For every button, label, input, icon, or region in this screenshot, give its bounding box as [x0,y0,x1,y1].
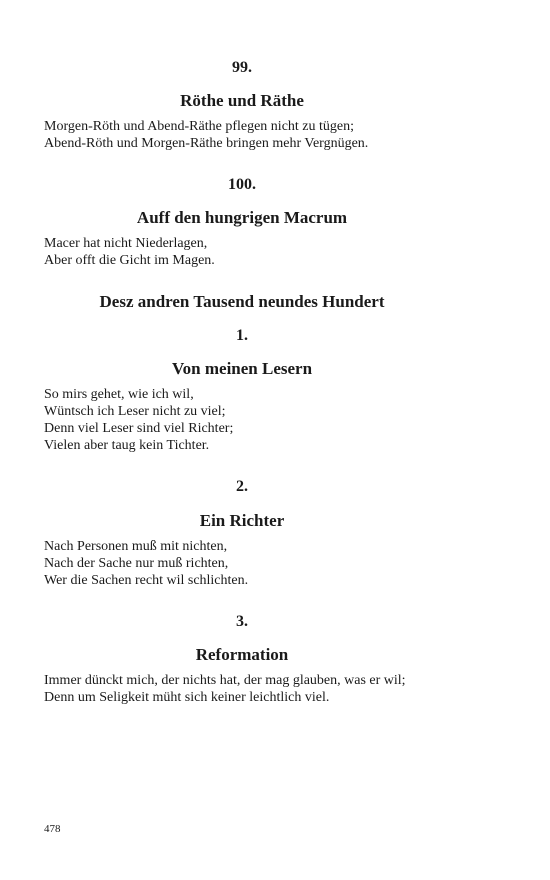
verse-line: So mirs gehet, wie ich wil, [44,387,194,402]
epigram-number: 3. [236,613,248,630]
epigram-title: Von meinen Lesern [171,359,313,378]
epigram-text [44,235,440,269]
verse-line: Denn viel Leser sind viel Richter; [44,421,234,436]
verse-line: Wüntsch ich Leser nicht zu viel; [44,404,226,419]
epigram-text [44,672,440,706]
verse-line: Nach Personen muß mit nichten, [44,539,228,554]
verse-line: Macer hat nicht Niederlagen, [44,236,208,251]
epigram-title: Auff den hungrigen Macrum [136,208,348,227]
verse-line: Aber offt die Gicht im Magen. [44,253,215,268]
verse-line: Vielen aber taug kein Tichter. [44,438,210,453]
epigram-title: Ein Richter [199,511,285,530]
epigram-title: Reformation [195,645,289,664]
epigram-text [44,538,440,589]
section-heading: Desz andren Tausend neundes Hundert [99,292,385,311]
epigram-text [44,386,440,454]
epigram-number: 100. [228,176,256,193]
verse-line: Nach der Sache nur muß richten, [44,556,229,571]
page-number: 478 [44,823,61,835]
epigram-text [44,118,440,152]
verse-line: Immer dünckt mich, der nichts hat, der mag glauben, was er wil; [44,673,406,688]
verse-line: Wer die Sachen recht wil schlichten. [44,573,249,588]
verse-line: Abend-Röth und Morgen-Räthe bringen mehr Vergnügen. [44,136,369,151]
epigram-number: 99. [232,59,252,76]
epigram-number: 2. [236,478,248,495]
verse-line: Morgen-Röth und Abend-Räthe pflegen nicht zu tügen; [44,119,355,134]
epigram-title: Röthe und Räthe [180,91,304,110]
verse-line: Denn um Seligkeit müht sich keiner leichtlich viel. [44,690,330,705]
epigram-number: 1. [236,327,248,344]
